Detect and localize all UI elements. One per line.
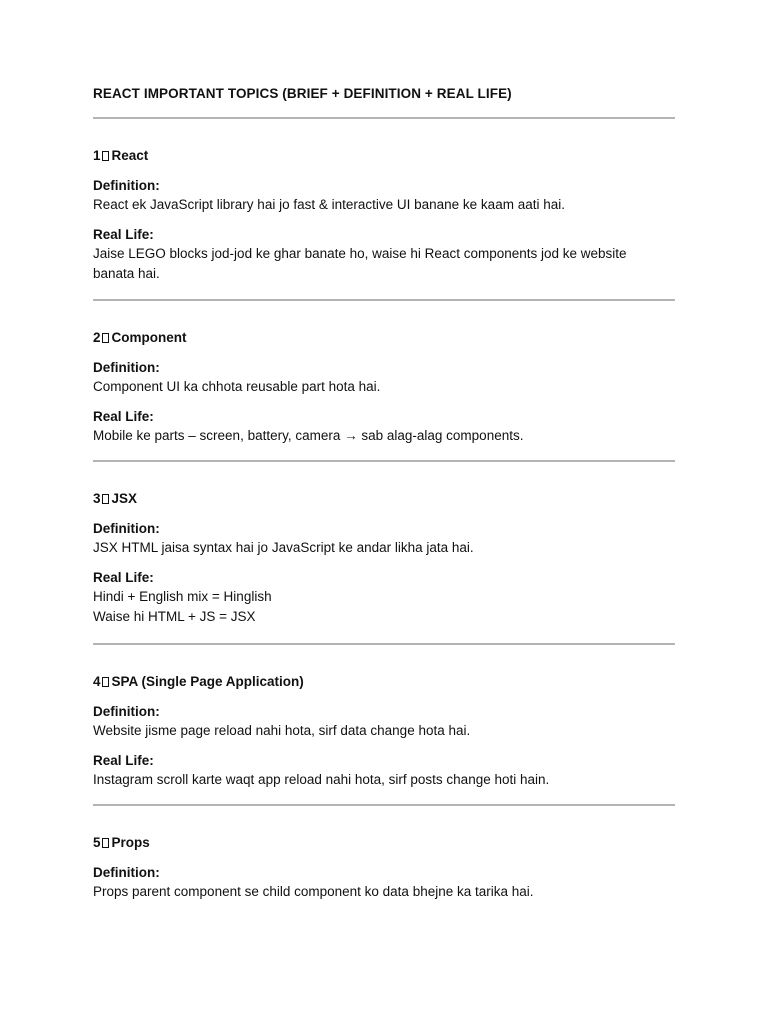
section-title: JSX [111,491,138,506]
real-life-text: Instagram scroll karte waqt app reload nahi hota, sirf posts change hoti hain. [93,771,550,787]
section-jsx [93,490,675,628]
real-life-label: Real Life: [93,752,154,768]
definition-label: Definition: [93,704,160,719]
section-react [93,147,675,285]
real-life-label: Real Life: [93,408,154,424]
document-title: REACT IMPORTANT TOPICS (BRIEF + DEFINITION + REAL LIFE) [93,86,512,101]
section-divider [93,804,675,806]
section-divider [93,460,675,462]
real-life-label: Real Life: [93,569,154,585]
real-life-text: Jaise LEGO blocks jod-jod ke ghar banate ho, waise hi React components jod ke website [93,245,627,261]
real-life-text: Mobile ke parts – screen, battery, camera → sab alag-alag components. [93,427,524,443]
section-heading [93,834,675,852]
section-title: Props [111,835,150,850]
section-spa [93,673,675,790]
section-title: React [111,148,149,163]
real-life-text: banata hai. [93,266,160,281]
section-heading [93,490,675,508]
keycap-glyph-icon [102,677,109,687]
section-component [93,329,675,446]
title-divider [93,117,675,119]
definition-label: Definition: [93,865,160,880]
definition-label: Definition: [93,178,160,193]
section-divider [93,643,675,645]
definition-text: Website jisme page reload nahi hota, sirf data change hota hai. [93,723,471,738]
definition-label: Definition: [93,360,160,375]
section-title: Component [111,330,187,345]
definition-text: Component UI ka chhota reusable part hota hai. [93,379,381,394]
section-number: 1 [93,148,101,163]
definition-text: JSX HTML jaisa syntax hai jo JavaScript ke andar likha jata hai. [93,540,474,555]
keycap-glyph-icon [102,151,109,161]
section-number: 4 [93,674,101,689]
keycap-glyph-icon [102,494,109,504]
real-life-text: Hindi + English mix = Hinglish [93,588,272,604]
section-number: 2 [93,330,101,345]
keycap-glyph-icon [102,333,109,343]
keycap-glyph-icon [102,838,109,848]
definition-text: Props parent component se child component ko data bhejne ka tarika hai. [93,884,534,899]
definition-label: Definition: [93,521,160,536]
section-props [93,834,675,903]
section-heading [93,673,675,691]
real-life-text: Waise hi HTML + JS = JSX [93,609,256,624]
section-title: SPA (Single Page Application) [111,674,304,689]
section-heading [93,329,675,347]
real-life-label: Real Life: [93,226,154,242]
section-heading [93,147,675,165]
section-divider [93,299,675,301]
section-number: 5 [93,835,101,850]
section-number: 3 [93,491,101,506]
definition-text: React ek JavaScript library hai jo fast & interactive UI banane ke kaam aati hai. [93,197,565,212]
